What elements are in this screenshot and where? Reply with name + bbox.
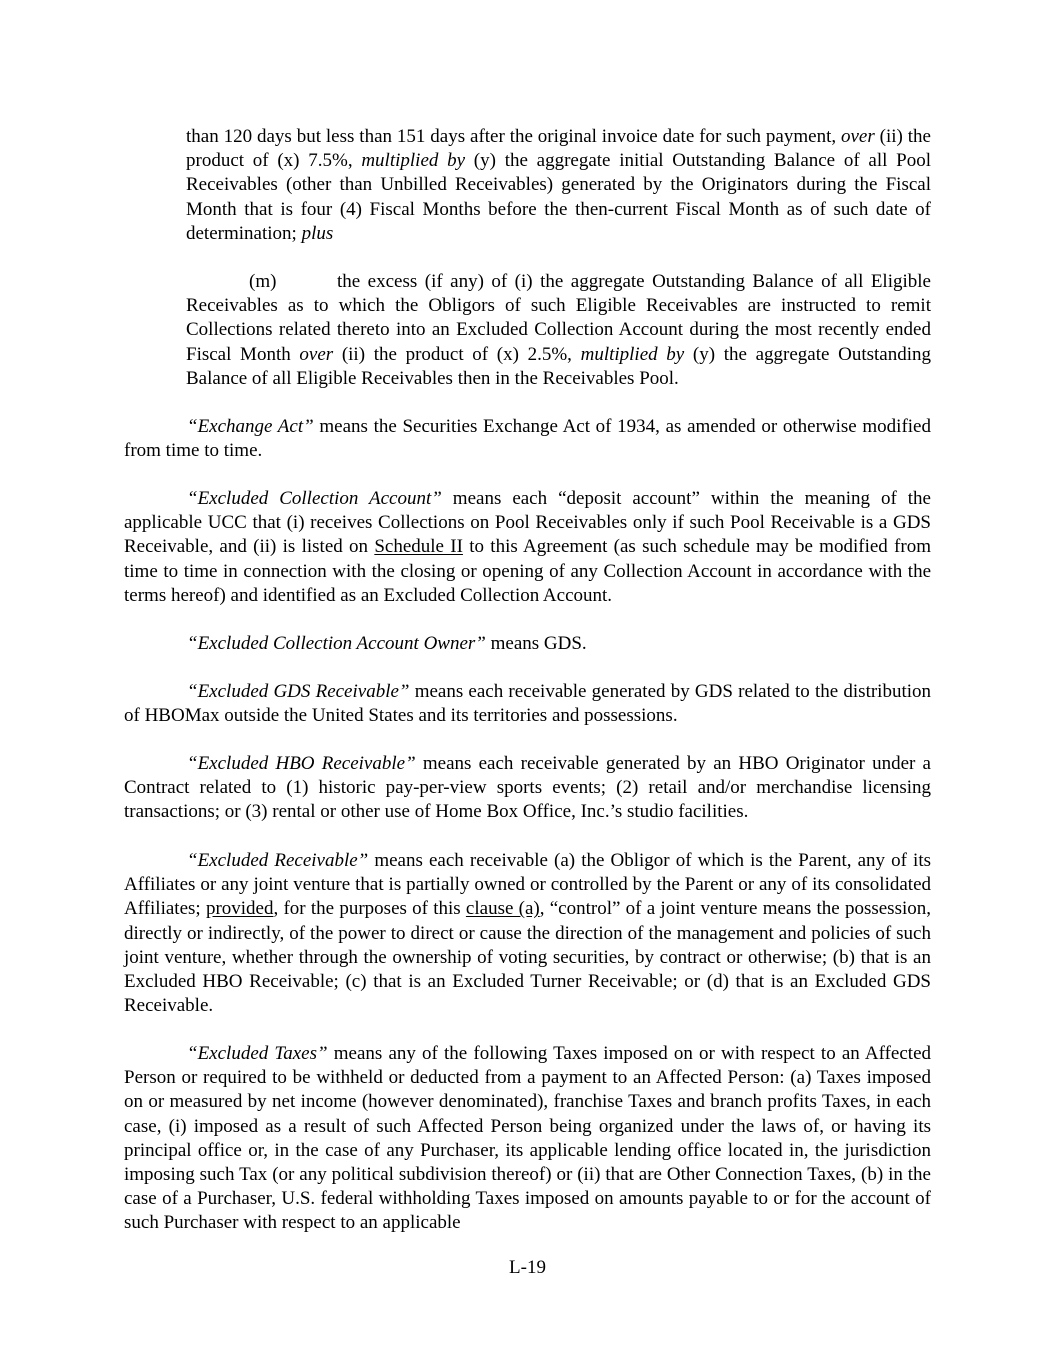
definition-text: , for the purposes of this — [273, 898, 466, 920]
paragraph-text: than 120 days but less than 151 days after the original invoice date for such payment, — [186, 126, 841, 147]
defined-term: “Excluded Collection Account” — [187, 488, 442, 509]
definition-text: means each receivable generated by an HBO Originator under a Contract related to (1) historic pay-per-view sports events; (2) retail and/or merchandise licensing transactions; or (3) rental or other use of Home Box Office, Inc.’s studio facilities. — [124, 753, 931, 823]
definition-text: means GDS. — [485, 633, 587, 654]
definition-excluded-taxes — [124, 1042, 931, 1236]
italic-term: over — [841, 126, 875, 147]
paragraph-text: the excess (if any) of (i) the aggregate Outstanding Balance of all Eligible Receivables as to which the Obligors of such Eligible Receivables are instructed to remit Collections related thereto into an Excluded Collection Account during the most recently ended Fiscal Month — [186, 271, 931, 365]
definition-text: means each receivable generated by GDS related to the distribution of HBOMax outside the United States and its territories and possessions. — [124, 681, 932, 727]
italic-term: over — [299, 343, 334, 365]
definition-excluded-collection-account — [124, 487, 931, 608]
clause-m-paragraph — [186, 270, 931, 391]
paragraph-text: (ii) the product of (x) 7.5%, — [186, 126, 931, 172]
definition-excluded-collection-account-owner — [124, 632, 931, 656]
page-number: L-19 — [509, 1257, 546, 1278]
defined-term: “Excluded GDS Receivable” — [187, 681, 410, 702]
italic-term: multiplied by — [361, 150, 466, 172]
defined-term: “Excluded Receivable” — [187, 850, 369, 871]
definition-text: to this Agreement (as such schedule may be modified from time to time in connection with the closing or opening of any Collection Account in accordance with the terms hereof) and identified as an Excluded Collection Account. — [124, 536, 931, 606]
paragraph-text: (y) the aggregate Outstanding Balance of all Eligible Receivables then in the Receivables Pool. — [186, 343, 932, 389]
schedule-reference: Schedule II — [374, 536, 463, 558]
definition-excluded-hbo-receivable — [124, 752, 931, 825]
definition-exchange-act — [124, 415, 931, 463]
paragraph-text: (ii) the product of (x) 2.5%, — [333, 343, 581, 365]
italic-term: plus — [301, 222, 334, 244]
defined-term: “Excluded HBO Receivable” — [187, 753, 416, 774]
clause-reference: clause (a) — [465, 898, 540, 920]
defined-term: “Excluded Collection Account Owner” — [187, 633, 486, 654]
defined-term: “Exchange Act” — [187, 416, 314, 437]
definition-text: , “control” of a joint venture means the possession, directly or indirectly, of the power to direct or cause the direction of the management and policies of such joint venture, whether through the ownership of voting securities, by contract or otherwise; (b) that is an Excluded HBO Receivable; (c) that is an Excluded Turner Receivable; or (d) that is an Excluded GDS Receivable. — [124, 898, 932, 1017]
defined-term: “Excluded Taxes” — [187, 1043, 328, 1064]
clause-label: (m) — [249, 271, 277, 292]
definition-text: means each receivable (a) the Obligor of which is the Parent, any of its Affiliates or any joint venture that is partially owned or controlled by the Parent or any of its consolidated Affiliates; — [124, 850, 931, 920]
italic-term: multiplied by — [580, 343, 685, 365]
definition-excluded-gds-receivable — [124, 680, 931, 728]
definition-text: means the Securities Exchange Act of 1934, as amended or otherwise modified from time to time. — [124, 416, 931, 462]
definition-text: means any of the following Taxes imposed on or with respect to an Affected Person or required to be withheld or deducted from a payment to an Affected Person: (a) Taxes imposed on or measured by net income (however denominated), franchise Taxes and branch profits Taxes, in each case, (i) imposed as a result of such Affected Person being organized under the laws of, or having its principal office or, in the case of any Purchaser, its applicable lending office located in, the jurisdiction imposing such Tax (or any political subdivision thereof) or (ii) that are Other Connection Taxes, (b) in the case of a Purchaser, U.S. federal withholding Taxes imposed on amounts payable to or for the account of such Purchaser with respect to an applicable — [124, 1043, 932, 1234]
definition-text: means each “deposit account” within the meaning of the applicable UCC that (i) receives Collections on Pool Receivables only if such Pool Receivable is a GDS Receivable, and (ii) is listed on — [124, 488, 931, 558]
continuation-paragraph — [186, 125, 931, 246]
definition-excluded-receivable — [124, 849, 931, 1018]
paragraph-text: (y) the aggregate initial Outstanding Balance of all Pool Receivables (other than Unbilled Receivables) generated by the Originators during the Fiscal Month that is four (4) Fiscal Months before the then-current Fiscal Month as of such date of determination; — [186, 150, 932, 244]
provided-reference: provided — [205, 898, 274, 920]
